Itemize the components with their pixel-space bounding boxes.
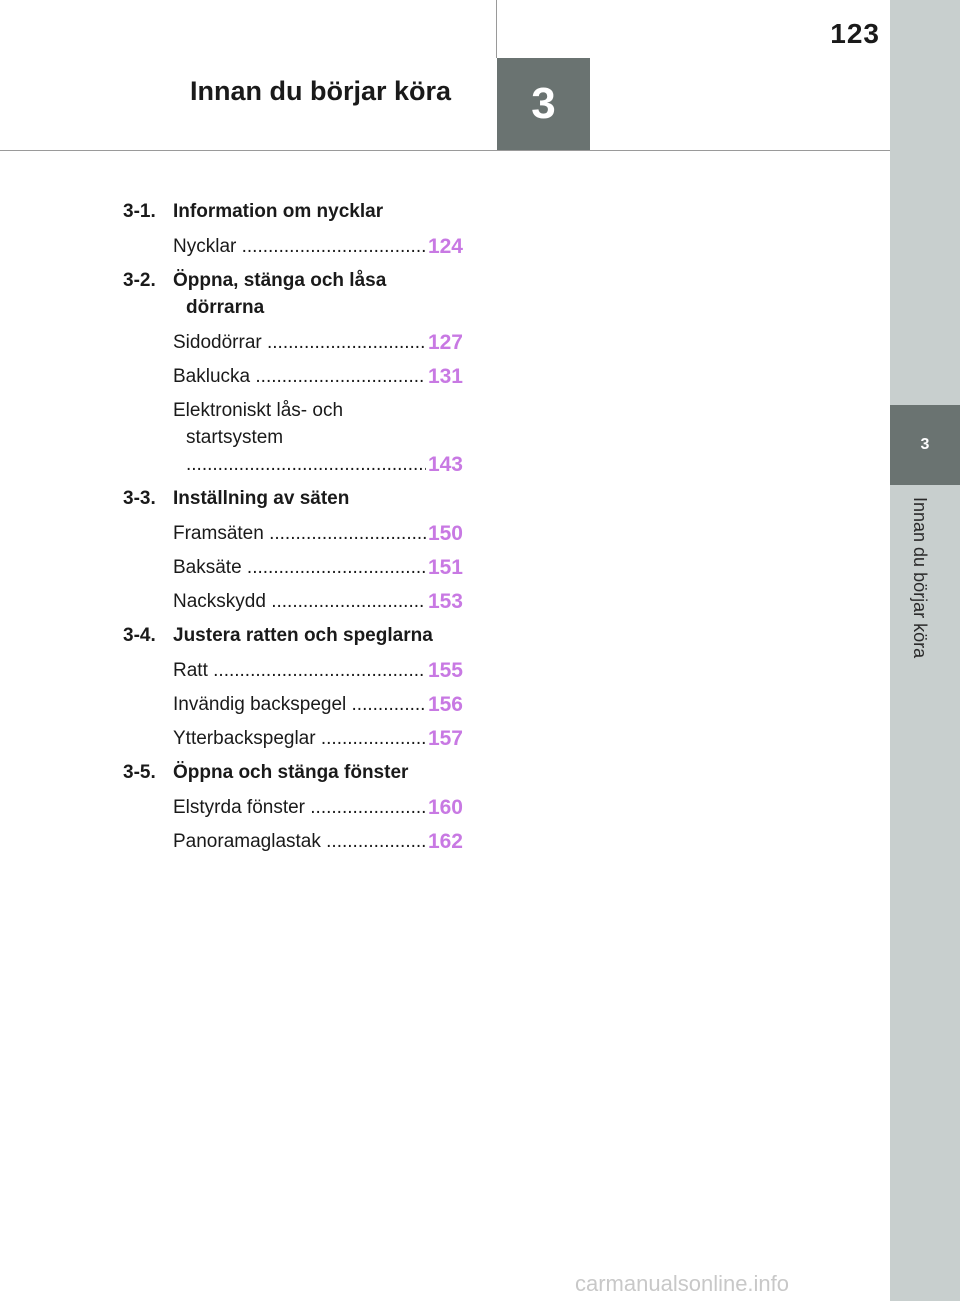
toc-section-title: Inställning av säten bbox=[173, 488, 350, 509]
toc-section-title: Öppna, stänga och låsa dörrarna bbox=[173, 270, 387, 318]
header-divider bbox=[0, 150, 890, 151]
toc-entry[interactable] bbox=[173, 233, 463, 260]
toc-entry-page-link[interactable]: 162 bbox=[427, 830, 463, 853]
toc-entry-page-link[interactable]: 127 bbox=[427, 331, 463, 354]
toc-entry-label: Panoramaglastak ..... bbox=[173, 831, 426, 852]
toc-entry-label-wrap bbox=[173, 520, 426, 547]
toc-entry-page-link[interactable]: 155 bbox=[427, 659, 463, 682]
toc-entry-label: Nycklar ..... bbox=[173, 236, 426, 257]
toc-entry-page-link[interactable]: 124 bbox=[427, 235, 463, 258]
toc-entry-label: Elstyrda fönster ..... bbox=[173, 797, 426, 818]
toc-section bbox=[123, 759, 463, 786]
toc-entry-label-wrap bbox=[173, 657, 426, 684]
toc-entry-label: Invändig backspegel ..... bbox=[173, 694, 426, 715]
toc-entry[interactable] bbox=[173, 363, 463, 390]
footer-watermark: carmanualsonline.info bbox=[575, 1271, 790, 1296]
table-of-contents bbox=[123, 198, 463, 862]
toc-section-number: 3-2. bbox=[123, 270, 156, 291]
toc-section-number: 3-5. bbox=[123, 762, 156, 783]
toc-entry-page-link[interactable]: 151 bbox=[427, 556, 463, 579]
toc-entry[interactable] bbox=[173, 588, 463, 615]
toc-entry[interactable] bbox=[173, 329, 463, 356]
toc-entry-label: Elektroniskt lås- och startsystem ..... bbox=[173, 400, 426, 475]
toc-entry-label: Baksäte ..... bbox=[173, 557, 426, 578]
toc-entry[interactable] bbox=[173, 554, 463, 581]
toc-section-number: 3-3. bbox=[123, 488, 156, 509]
toc-entry-label: Baklucka ..... bbox=[173, 366, 426, 387]
toc-entry-label-wrap bbox=[173, 691, 426, 718]
toc-entry-page-link[interactable]: 157 bbox=[427, 727, 463, 750]
toc-section-title: Justera ratten och speglarna bbox=[173, 625, 433, 646]
toc-entry-label-wrap bbox=[173, 554, 426, 581]
toc-entry-label: Ratt ..... bbox=[173, 660, 426, 681]
header-divider-vertical bbox=[496, 0, 497, 58]
toc-entry[interactable] bbox=[173, 397, 463, 478]
toc-entry-page-link[interactable]: 150 bbox=[427, 522, 463, 545]
toc-entry-label: Framsäten ..... bbox=[173, 523, 426, 544]
toc-entry-page-link[interactable]: 156 bbox=[427, 693, 463, 716]
toc-entry-label: Sidodörrar ..... bbox=[173, 332, 426, 353]
toc-entry-label: Ytterbackspeglar ..... bbox=[173, 728, 426, 749]
toc-entry-label-wrap bbox=[173, 794, 426, 821]
toc-section bbox=[123, 622, 463, 649]
toc-entry-page-link[interactable]: 153 bbox=[427, 590, 463, 613]
toc-entry[interactable] bbox=[173, 520, 463, 547]
toc-entry-label-wrap bbox=[173, 363, 426, 390]
toc-section-title: Information om nycklar bbox=[173, 201, 384, 222]
page-number: 123 bbox=[830, 18, 880, 49]
toc-entry-label-wrap bbox=[173, 329, 426, 356]
toc-entry[interactable] bbox=[173, 794, 463, 821]
toc-entry-label-wrap bbox=[173, 397, 426, 478]
toc-section-title: Öppna och stänga fönster bbox=[173, 762, 409, 783]
side-chapter-tab[interactable]: 3 bbox=[890, 405, 960, 485]
toc-section bbox=[123, 267, 463, 321]
toc-entry-page-link[interactable]: 143 bbox=[427, 453, 463, 476]
toc-section-number: 3-4. bbox=[123, 625, 156, 646]
side-chapter-label: Innan du börjar köra bbox=[910, 497, 930, 659]
page-title: Innan du börjar köra bbox=[190, 76, 452, 106]
toc-entry[interactable] bbox=[173, 828, 463, 855]
toc-entry-label-wrap bbox=[173, 233, 426, 260]
toc-section bbox=[123, 485, 463, 512]
toc-entry[interactable] bbox=[173, 657, 463, 684]
toc-entry-label-wrap bbox=[173, 725, 426, 752]
chapter-number-box: 3 bbox=[497, 58, 590, 150]
toc-entry-label: Nackskydd ..... bbox=[173, 591, 426, 612]
toc-entry-label-wrap bbox=[173, 828, 426, 855]
toc-section-number: 3-1. bbox=[123, 201, 156, 222]
toc-entry[interactable] bbox=[173, 691, 463, 718]
toc-section bbox=[123, 198, 463, 225]
toc-entry-label-wrap bbox=[173, 588, 426, 615]
toc-entry-page-link[interactable]: 131 bbox=[427, 365, 463, 388]
toc-entry[interactable] bbox=[173, 725, 463, 752]
toc-entry-page-link[interactable]: 160 bbox=[427, 796, 463, 819]
